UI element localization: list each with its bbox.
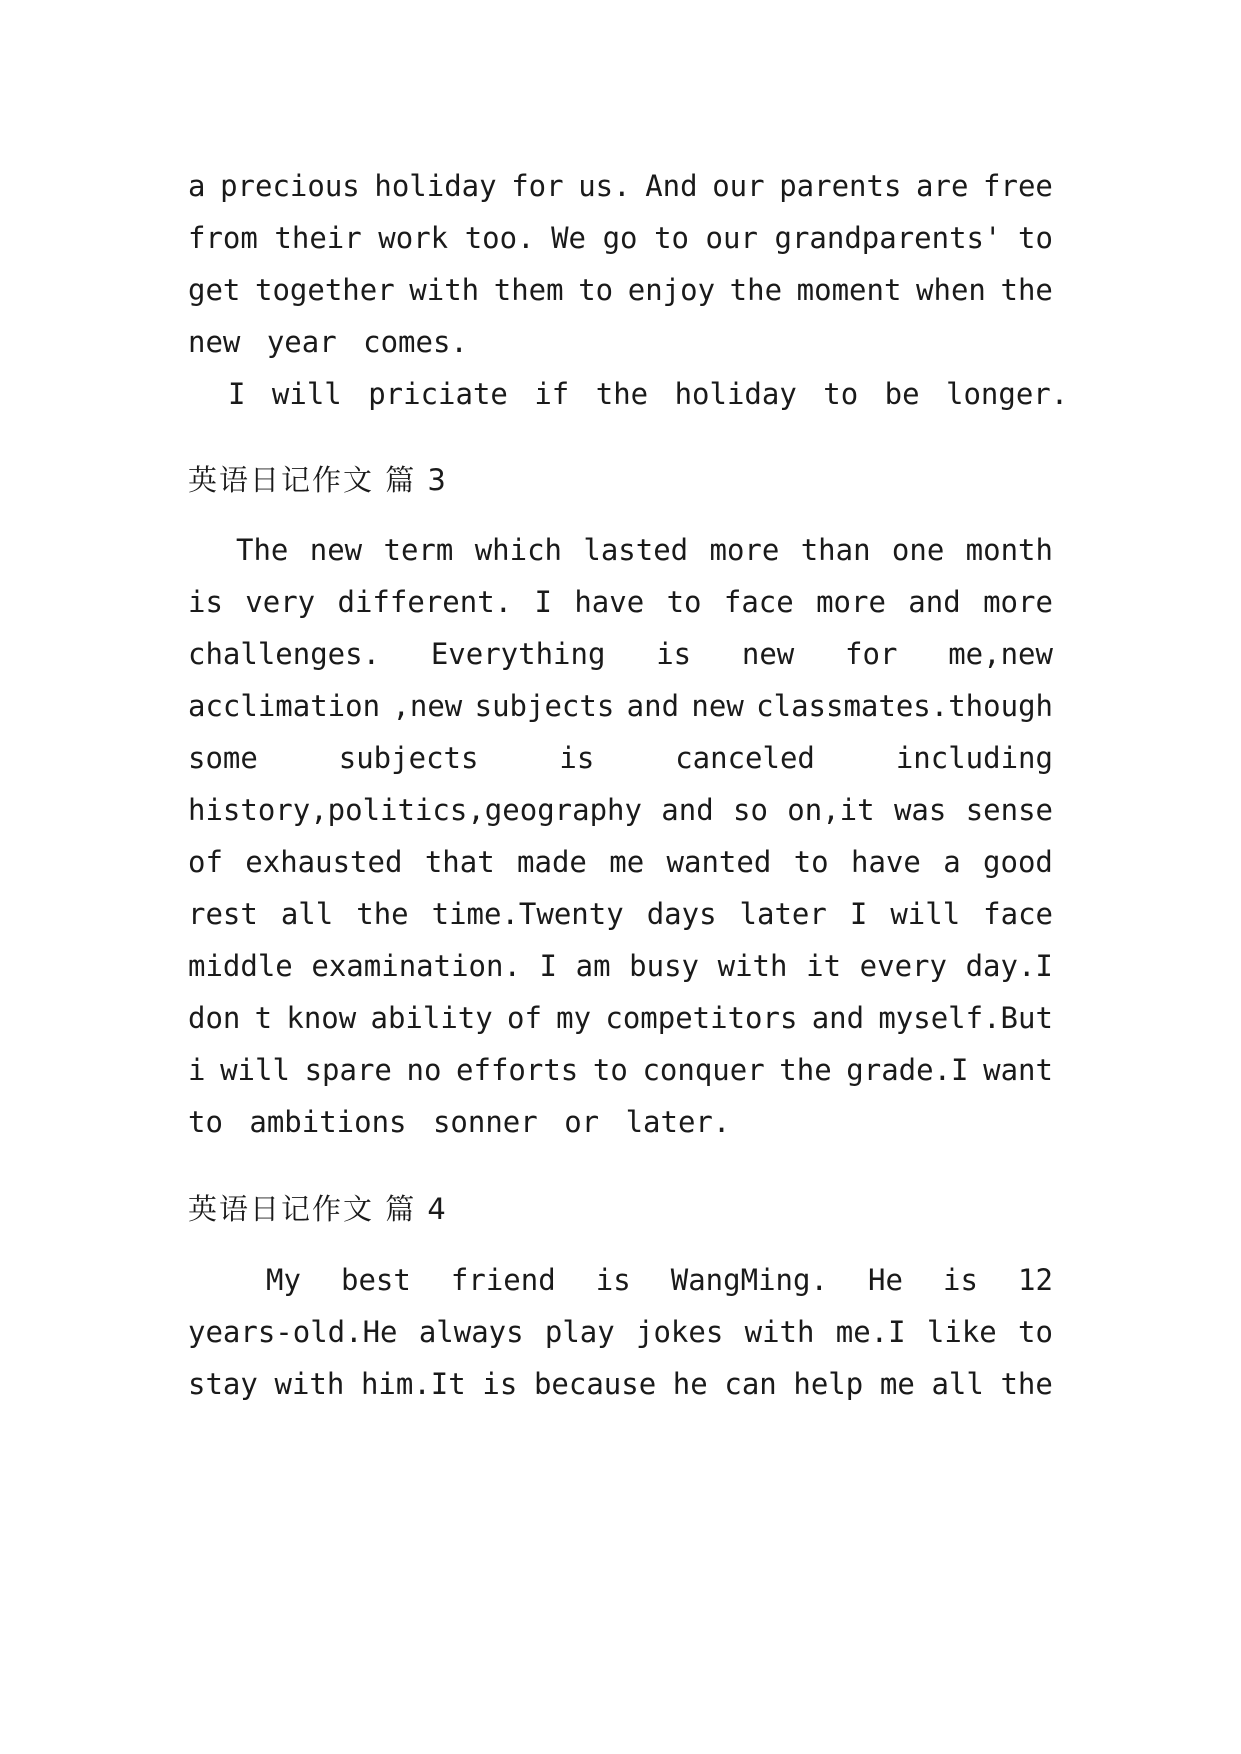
text-line xyxy=(266,1260,1053,1300)
word: from xyxy=(188,221,258,255)
word: I xyxy=(534,585,552,619)
text-line: I will priciate if the holiday to be longer. xyxy=(228,377,1069,411)
word: our xyxy=(705,221,758,255)
word: their xyxy=(274,221,362,255)
word: is xyxy=(559,741,595,775)
text-line: to ambitions sonner or later. xyxy=(188,1105,731,1139)
word: made xyxy=(517,845,587,879)
word: with xyxy=(274,1367,345,1401)
word: canceled xyxy=(675,741,815,775)
word: lasted xyxy=(583,533,689,567)
word: including xyxy=(895,741,1053,775)
word: will xyxy=(890,897,961,931)
word: for xyxy=(511,169,564,203)
word: on,it xyxy=(787,793,875,827)
word: wanted xyxy=(666,845,772,879)
word: don xyxy=(188,1001,241,1035)
word: he xyxy=(672,1367,708,1401)
word: and xyxy=(908,585,961,619)
word: later xyxy=(739,897,827,931)
word: month xyxy=(965,533,1053,567)
word: is xyxy=(656,637,692,671)
word: to xyxy=(578,273,614,307)
word: one xyxy=(891,533,945,567)
word: subjects xyxy=(338,741,479,775)
word: to xyxy=(592,1053,628,1087)
word: jokes xyxy=(636,1315,724,1349)
word: acclimation xyxy=(188,689,381,723)
word: can xyxy=(724,1367,777,1401)
word: exhausted xyxy=(245,845,403,879)
word: a xyxy=(188,169,206,203)
word: more xyxy=(709,533,780,567)
word: grade.I xyxy=(846,1053,969,1087)
word: My xyxy=(266,1263,301,1297)
word: parents xyxy=(779,169,902,203)
text-line xyxy=(188,998,1053,1038)
word: to xyxy=(1018,1315,1053,1349)
word: help xyxy=(793,1367,864,1401)
word: WangMing. xyxy=(670,1263,828,1297)
word: day.I xyxy=(965,949,1053,983)
word: new xyxy=(741,637,795,671)
word: like xyxy=(926,1315,997,1349)
word: enjoy xyxy=(627,273,716,307)
word: is xyxy=(942,1263,978,1297)
word: to xyxy=(654,221,689,255)
text-line xyxy=(188,790,1053,830)
word: have xyxy=(850,845,921,879)
text-line xyxy=(188,1050,1053,1090)
word: myself.But xyxy=(878,1001,1053,1035)
word: free xyxy=(983,169,1053,203)
word: will xyxy=(220,1053,290,1087)
word: me.I xyxy=(835,1315,906,1349)
text-line xyxy=(188,634,1053,674)
word: the xyxy=(356,897,409,931)
text-line: new year comes. xyxy=(188,325,468,359)
word: new xyxy=(691,689,744,723)
word: We xyxy=(551,221,587,255)
text-line xyxy=(188,842,1053,882)
word: our xyxy=(712,169,765,203)
word: know xyxy=(286,1001,357,1035)
word: best xyxy=(341,1263,411,1297)
word: me xyxy=(609,845,645,879)
word: that xyxy=(424,845,495,879)
section-heading: 英语日记作文 篇 4 xyxy=(188,1192,448,1226)
word: too. xyxy=(464,221,535,255)
word: subjects xyxy=(474,689,615,723)
word: work xyxy=(378,221,449,255)
word: so xyxy=(733,793,768,827)
word: which xyxy=(474,533,563,567)
text-line xyxy=(188,270,1053,310)
word: stay xyxy=(188,1367,258,1401)
word: are xyxy=(916,169,969,203)
word: with xyxy=(717,949,788,983)
word: years-old.He xyxy=(188,1315,398,1349)
word: it xyxy=(806,949,842,983)
word: all xyxy=(931,1367,984,1401)
word: The xyxy=(236,533,289,567)
word: the xyxy=(779,1053,832,1087)
word: when xyxy=(916,273,986,307)
word: face xyxy=(983,897,1053,931)
word: the xyxy=(1000,1367,1053,1401)
word: was xyxy=(893,793,947,827)
word: to xyxy=(793,845,829,879)
word: new xyxy=(309,533,363,567)
word: good xyxy=(983,845,1053,879)
word: Everything xyxy=(430,637,606,671)
word: go xyxy=(602,221,638,255)
text-line xyxy=(188,1364,1053,1404)
word: get xyxy=(188,273,241,307)
word: middle xyxy=(188,949,293,983)
text-line xyxy=(188,218,1053,258)
word: rest xyxy=(188,897,258,931)
word: them xyxy=(493,273,564,307)
word: very xyxy=(245,585,316,619)
word: more xyxy=(816,585,886,619)
text-line xyxy=(236,530,1053,570)
word: together xyxy=(255,273,395,307)
word: him.It xyxy=(360,1367,466,1401)
word: some xyxy=(188,741,258,775)
word: i xyxy=(188,1053,206,1087)
word: of xyxy=(506,1001,542,1035)
word: grandparents' xyxy=(774,221,1002,255)
word: of xyxy=(188,845,223,879)
word: with xyxy=(744,1315,815,1349)
word: ,new xyxy=(392,689,463,723)
word: friend xyxy=(450,1263,556,1297)
word: have xyxy=(574,585,645,619)
word: moment xyxy=(796,273,902,307)
text-line xyxy=(188,946,1053,986)
word: always xyxy=(418,1315,524,1349)
word: busy xyxy=(629,949,700,983)
word: no xyxy=(406,1053,442,1087)
word: more xyxy=(983,585,1053,619)
word: and xyxy=(626,689,680,723)
word: sense xyxy=(965,793,1053,827)
text-line xyxy=(188,1312,1053,1352)
word: all xyxy=(280,897,334,931)
word: am xyxy=(575,949,611,983)
word: 12 xyxy=(1017,1263,1053,1297)
text-line xyxy=(188,166,1053,206)
word: to xyxy=(666,585,702,619)
word: a xyxy=(943,845,961,879)
word: challenges. xyxy=(188,637,381,671)
word: holiday xyxy=(374,169,497,203)
word: me,new xyxy=(948,637,1053,671)
word: He xyxy=(867,1263,903,1297)
word: us. xyxy=(578,169,631,203)
word: precious xyxy=(220,169,360,203)
word: And xyxy=(645,169,698,203)
word: ability xyxy=(370,1001,493,1035)
word: is xyxy=(482,1367,518,1401)
word: the xyxy=(1000,273,1053,307)
word: days xyxy=(646,897,717,931)
word: efforts xyxy=(456,1053,579,1087)
word: conquer xyxy=(642,1053,765,1087)
word: is xyxy=(595,1263,631,1297)
word: than xyxy=(800,533,871,567)
word: classmates.though xyxy=(756,689,1053,723)
word: to xyxy=(1018,221,1053,255)
word: want xyxy=(983,1053,1053,1087)
word: for xyxy=(845,637,898,671)
word: and xyxy=(811,1001,865,1035)
text-line xyxy=(188,686,1053,726)
word: play xyxy=(544,1315,615,1349)
word: the xyxy=(729,273,783,307)
text-line xyxy=(188,582,1053,622)
word: spare xyxy=(304,1053,392,1087)
word: competitors xyxy=(605,1001,798,1035)
word: my xyxy=(556,1001,592,1035)
word: history,politics,geography xyxy=(188,793,642,827)
word: me xyxy=(879,1367,915,1401)
word: is xyxy=(188,585,223,619)
word: face xyxy=(723,585,794,619)
word: examination. xyxy=(311,949,521,983)
word: term xyxy=(383,533,454,567)
word: with xyxy=(409,273,480,307)
text-line xyxy=(188,738,1053,778)
word: t xyxy=(254,1001,273,1035)
word: every xyxy=(859,949,947,983)
text-line xyxy=(188,894,1053,934)
section-heading: 英语日记作文 篇 3 xyxy=(188,463,448,497)
word: time.Twenty xyxy=(431,897,624,931)
word: because xyxy=(533,1367,657,1401)
word: different. xyxy=(337,585,513,619)
word: and xyxy=(661,793,714,827)
word: I xyxy=(539,949,557,983)
word: I xyxy=(849,897,868,931)
